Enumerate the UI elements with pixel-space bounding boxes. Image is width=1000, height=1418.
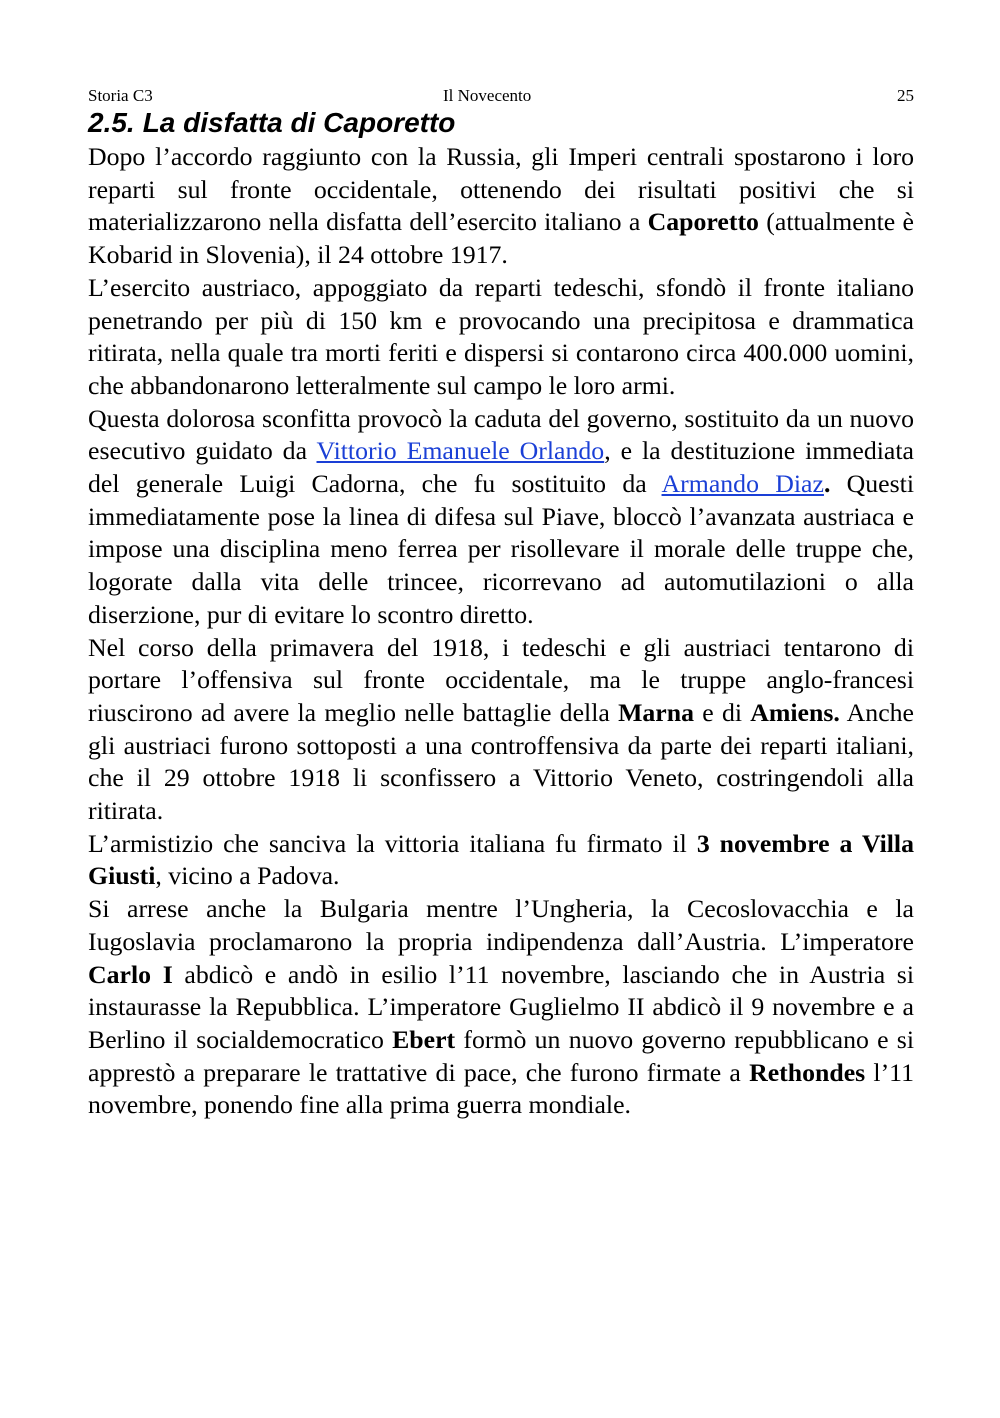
p6-text-4: l’11 novembre, ponendo fine alla prima guerra mondiale. [88, 1057, 914, 1120]
paragraph-3 [88, 403, 914, 632]
header-page-number: 25 [897, 86, 914, 105]
p4-bold-amiens: Amiens. [750, 697, 840, 727]
section-number: 2.5. [88, 107, 135, 138]
paragraph-5 [88, 828, 914, 893]
p6-bold-carlo-i: Carlo I [88, 959, 173, 989]
p3-text-2: , e la destituzione immediata del generale Luigi Cadorna, che fu sostituito da [88, 436, 914, 499]
paragraph-6 [88, 893, 914, 1122]
p2-text-1: L’esercito austriaco, appoggiato da reparti tedeschi, sfondò il fronte italiano penetrando per più di 150 km e provocando una precipitosa e drammatica ritirata, nella quale tra morti feriti e dispersi si contarono circa 400.000 uomini, che abbandonarono letteralmente sul campo le loro armi. [88, 272, 914, 400]
p6-bold-rethondes: Rethondes [749, 1057, 866, 1087]
p6-text-2: abdicò e andò in esilio l’11 novembre, lasciando che in Austria si instaurasse la Repubblica. L’imperatore Guglielmo II abdicò il 9 novembre e a Berlino il socialdemocratico [88, 959, 914, 1054]
p4-text-3: Anche gli austriaci furono sottoposti a una controffensiva da parte dei reparti italiani, che il 29 ottobre 1918 li sconfissero a Vittorio Veneto, costringendoli alla ritirata. [88, 697, 914, 826]
p6-bold-ebert: Ebert [392, 1024, 456, 1054]
page-header [88, 86, 914, 108]
p3-text-3: Questi immediatamente pose la linea di difesa sul Piave, bloccò l’avanzata austriaca e impose una disciplina meno ferrea per risollevare il morale delle truppe che, logorate dalla vita delle trincee, ricorrevano ad automutilazioni o alla diserzione, pur di evitare lo scontro diretto. [88, 469, 915, 629]
link-armando-diaz[interactable]: Armando Diaz [661, 469, 824, 499]
section-title: La disfatta di Caporetto [142, 107, 456, 138]
p1-bold-caporetto: Caporetto [647, 207, 759, 237]
p5-text-1: L’armistizio che sanciva la vittoria italiana fu firmato il [88, 828, 697, 858]
paragraph-2 [88, 272, 914, 403]
p4-text-1: Nel corso della primavera del 1918, i tedeschi e gli austriaci tentarono di portare l’offensiva sul fronte occidentale, ma le truppe anglo-francesi riuscirono ad avere la meglio nelle battaglie della [88, 632, 914, 727]
p1-text-2: (attualmente è Kobarid in Slovenia), il 24 ottobre 1917. [88, 207, 914, 270]
p6-text-3: formò un nuovo governo repubblicano e si apprestò a preparare le trattative di pace, che furono firmate a [88, 1024, 914, 1087]
p5-bold-villa-giusti: 3 novembre a Villa Giusti [88, 828, 914, 891]
p3-text-1: Questa dolorosa sconfitta provocò la caduta del governo, sostituito da un nuovo esecutivo guidato da [88, 403, 914, 466]
header-book-title: Il Novecento [443, 86, 532, 105]
section-heading [88, 107, 455, 139]
p4-bold-marna: Marna [618, 697, 695, 727]
paragraph-1 [88, 141, 914, 272]
p6-text-1: Si arrese anche la Bulgaria mentre l’Ungheria, la Cecoslovacchia e la Iugoslavia proclamarono la propria indipendenza dall’Austria. L’imperatore [88, 894, 914, 956]
link-vittorio-emanuele-orlando[interactable]: Vittorio Emanuele Orlando [316, 436, 605, 466]
body-text [88, 141, 914, 1122]
p1-text-1: Dopo l’accordo raggiunto con la Russia, gli Imperi centrali spostarono i loro reparti sul fronte occidentale, ottenendo dei risultati positivi che si materializzarono nella disfatta dell’esercito italiano a [88, 142, 914, 237]
p3-bold-period: . [823, 469, 831, 499]
p5-text-2: , vicino a Padova. [155, 861, 340, 891]
p4-text-2: e di [694, 697, 751, 727]
paragraph-4 [88, 632, 914, 828]
header-course: Storia C3 [88, 86, 153, 105]
